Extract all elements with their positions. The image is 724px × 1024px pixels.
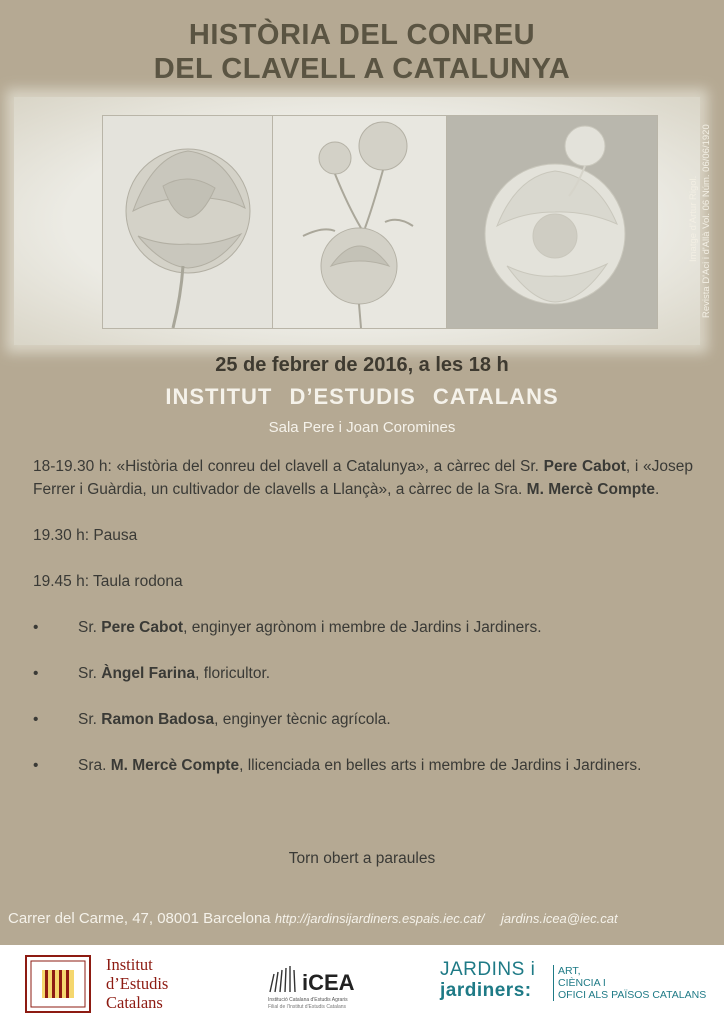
program-intro (33, 455, 693, 501)
svg-text:Filial de l'Institut d'Estudis: Filial de l'Institut d'Estudis Catalans (268, 1004, 347, 1010)
poster-title-line-2: DEL CLAVELL A CATALUNYA (153, 53, 571, 85)
contact-address: Carrer del Carme, 47, 08001 Barcelona (8, 910, 271, 927)
iec-seal-logo (18, 954, 98, 1014)
bullet-icon: • (33, 665, 39, 682)
svg-text:Institució Catalana d'Estudis: Institució Catalana d'Estudis Agraris (268, 997, 348, 1003)
intro-text-1: 18-19.30 h: «Història del conreu del clavell a Catalunya», a càrrec del Sr. (33, 458, 539, 475)
panelist-name: Ramon Badosa (101, 711, 215, 728)
contact-line (8, 910, 720, 927)
panelist-item (33, 754, 693, 777)
icea-logo (266, 960, 396, 1010)
speaker-name: Pere Cabot (543, 458, 626, 475)
carnation-illustration (14, 97, 700, 345)
panelist-name: M. Mercè Compte (110, 757, 240, 774)
jardins-tagline-line-1: ART, (558, 965, 581, 977)
panelist-desc: , enginyer tècnic agrícola. (214, 711, 391, 728)
jardins-tagline-line-2: CIÈNCIA I (558, 977, 606, 989)
program-round-table: 19.45 h: Taula rodona (33, 573, 183, 590)
svg-text:iCEA: iCEA (302, 970, 355, 995)
jardins-wordmark (440, 959, 535, 1001)
panelist-name: Pere Cabot (101, 619, 184, 636)
intro-text-3: . (655, 481, 660, 498)
panelist-title: Sr. (78, 711, 97, 728)
iec-wordmark (106, 955, 168, 1012)
bullet-icon: • (33, 619, 39, 636)
jardins-wordmark-line-1: JARDINS i (440, 959, 536, 980)
program-pause: 19.30 h: Pausa (33, 527, 138, 544)
carnation-photo-3 (446, 115, 658, 329)
carnation-photo-2 (272, 115, 448, 329)
intro-text-2: , i «Josep Ferrer i Guàrdia, un cultivador de clavells a Llançà», a càrrec de la Sra. (33, 458, 693, 498)
jardins-tagline (553, 965, 706, 1001)
venue-institute: INSTITUT D’ESTUDIS CATALANS (165, 384, 559, 409)
iec-wordmark-line-2: d’Estudis (106, 974, 169, 993)
panelist-item (33, 662, 693, 685)
image-credit (688, 100, 720, 320)
panelist-desc: , enginyer agrònom i membre de Jardins i Jardiners. (183, 619, 542, 636)
panelist-item (33, 708, 693, 731)
poster-title-line-1: HISTÒRIA DEL CONREU (188, 19, 536, 51)
panelist-desc: , floricultor. (195, 665, 271, 682)
event-date: 25 de febrer de 2016, a les 18 h (215, 354, 509, 376)
panelist-item (33, 616, 693, 639)
image-credit-line-2: Revista D'Aci i d'Allà Vol. 06 Núm. 06/06/1920 (701, 124, 712, 318)
image-credit-line-1: Imatge d'Artur Rigol. (688, 175, 699, 262)
panelist-title: Sra. (78, 757, 107, 774)
panelist-title: Sr. (78, 665, 97, 682)
carnation-photo-1 (102, 115, 274, 329)
panelist-desc: , llicenciada en belles arts i membre de Jardins i Jardiners. (239, 757, 642, 774)
contact-email-link[interactable]: jardins.icea@iec.cat (501, 911, 618, 926)
bullet-icon: • (33, 757, 39, 774)
program (33, 455, 693, 800)
closing-note: Torn obert a paraules (288, 850, 436, 867)
panelist-name: Àngel Farina (101, 665, 196, 682)
panelist-title: Sr. (78, 619, 97, 636)
venue-room: Sala Pere i Joan Coromines (268, 419, 456, 436)
iec-wordmark-line-3: Catalans (106, 993, 163, 1012)
jardins-wordmark-line-2: jardiners: (440, 980, 532, 1001)
speaker-name: M. Mercè Compte (526, 481, 656, 498)
iec-wordmark-line-1: Institut (106, 955, 153, 974)
contact-website-link[interactable]: http://jardinsijardiners.espais.iec.cat/ (274, 911, 485, 926)
bullet-icon: • (33, 711, 39, 728)
jardins-tagline-line-3: OFICI ALS PAÏSOS CATALANS (558, 989, 707, 1001)
poster-title (0, 18, 724, 86)
footer-logos (0, 945, 724, 1024)
